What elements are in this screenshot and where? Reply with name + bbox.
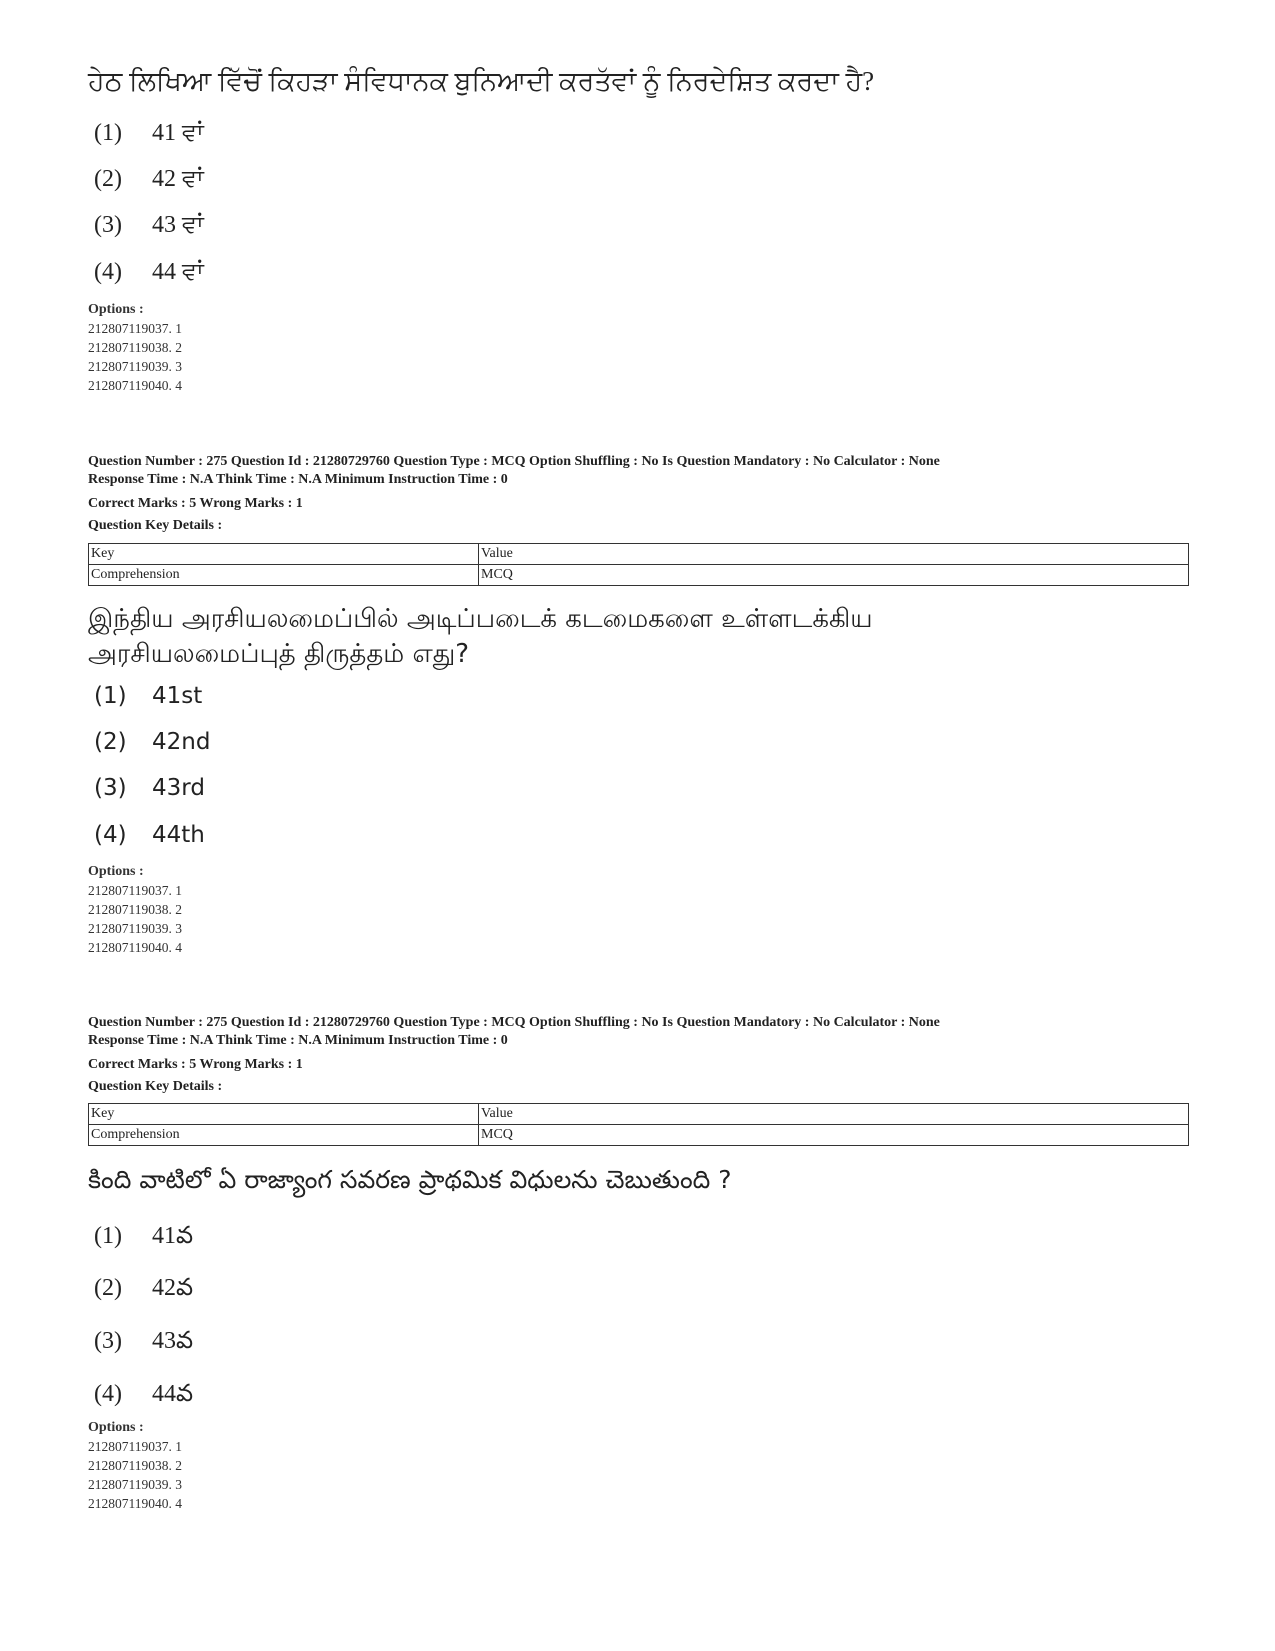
option-ids-list xyxy=(88,1418,182,1513)
option-number: (3) xyxy=(94,1328,122,1354)
answer-option xyxy=(94,212,204,239)
option-text: 41వ xyxy=(152,1223,194,1249)
option-id: 212807119038. 2 xyxy=(88,902,182,917)
table-cell: Key xyxy=(89,1104,479,1125)
table-cell: Comprehension xyxy=(89,565,479,586)
answer-option xyxy=(94,1222,193,1255)
option-text: 44 ਵਾਂ xyxy=(152,259,204,285)
meta-line: Response Time : N.A Think Time : N.A Minimum Instruction Time : 0 xyxy=(88,472,508,487)
answer-option xyxy=(94,1274,193,1307)
option-ids-list xyxy=(88,862,182,957)
option-id: 212807119039. 3 xyxy=(88,921,182,936)
answer-option xyxy=(94,259,204,286)
table-cell: Value xyxy=(479,1104,1189,1125)
option-number: (3) xyxy=(94,775,127,801)
option-text: 42nd xyxy=(152,729,211,755)
question-meta xyxy=(88,453,1188,535)
options-label: Options : xyxy=(88,302,144,317)
option-text: 41 ਵਾਂ xyxy=(152,120,204,146)
answer-option xyxy=(94,775,205,801)
options-label: Options : xyxy=(88,1420,144,1435)
option-text: 42వ xyxy=(152,1275,194,1301)
option-number: (4) xyxy=(94,822,127,848)
meta-line: Response Time : N.A Think Time : N.A Minimum Instruction Time : 0 xyxy=(88,1033,508,1048)
option-text: 44th xyxy=(152,822,205,848)
option-id: 212807119037. 1 xyxy=(88,1439,182,1454)
option-number: (3) xyxy=(94,212,122,238)
answer-option xyxy=(94,729,210,755)
option-ids-list xyxy=(88,300,182,395)
question-text: இந்திய அரசியலமைப்பில் அடிப்படைக் கடமைகளை உள்ளடக்கிய அரசியலமைப்புத் திருத்தம் எது? xyxy=(88,604,873,669)
option-id: 212807119037. 1 xyxy=(88,321,182,336)
question-key-table xyxy=(88,543,1189,586)
option-id: 212807119038. 2 xyxy=(88,1458,182,1473)
table-row xyxy=(89,1125,1189,1146)
option-number: (2) xyxy=(94,166,122,192)
question-key-table xyxy=(88,1103,1189,1146)
option-text: 43rd xyxy=(152,775,205,801)
option-id: 212807119039. 3 xyxy=(88,1477,182,1492)
meta-line: Question Number : 275 Question Id : 21280729760 Question Type : MCQ Option Shuffling : No Is Question Mandatory : No Calculator : None xyxy=(88,1015,940,1030)
answer-option xyxy=(94,166,204,193)
option-id: 212807119038. 2 xyxy=(88,340,182,355)
option-text: 43వ xyxy=(152,1328,194,1354)
answer-option xyxy=(94,683,202,709)
option-number: (2) xyxy=(94,729,127,755)
table-row xyxy=(89,565,1189,586)
option-id: 212807119040. 4 xyxy=(88,378,182,393)
marks-line: Correct Marks : 5 Wrong Marks : 1 xyxy=(88,496,303,511)
option-number: (1) xyxy=(94,1223,122,1249)
key-details-label: Question Key Details : xyxy=(88,518,223,533)
answer-option xyxy=(94,1380,193,1413)
option-id: 212807119039. 3 xyxy=(88,359,182,374)
option-number: (2) xyxy=(94,1275,122,1301)
answer-option xyxy=(94,120,204,147)
option-text: 41st xyxy=(152,683,203,709)
meta-line: Question Number : 275 Question Id : 21280729760 Question Type : MCQ Option Shuffling : No Is Question Mandatory : No Calculator : None xyxy=(88,454,940,469)
option-number: (1) xyxy=(94,683,127,709)
option-text: 43 ਵਾਂ xyxy=(152,212,204,238)
table-cell: Key xyxy=(89,544,479,565)
option-text: 42 ਵਾਂ xyxy=(152,166,204,192)
question-text: ਹੇਠ ਲਿਖਿਆ ਵਿੱਚੋਂ ਕਿਹੜਾ ਸੰਵਿਧਾਨਕ ਬੁਨਿਆਦੀ ਕਰਤੱਵਾਂ ਨੂੰ ਨਿਰਦੇਸ਼ਿਤ ਕਰਦਾ ਹੈ? xyxy=(88,66,875,96)
marks-line: Correct Marks : 5 Wrong Marks : 1 xyxy=(88,1057,303,1072)
table-cell: MCQ xyxy=(479,1125,1189,1146)
option-number: (4) xyxy=(94,259,122,285)
option-id: 212807119037. 1 xyxy=(88,883,182,898)
question-meta xyxy=(88,1014,1188,1096)
table-row xyxy=(89,544,1189,565)
option-number: (1) xyxy=(94,120,122,146)
answer-option xyxy=(94,822,205,848)
table-cell: Value xyxy=(479,544,1189,565)
table-cell: Comprehension xyxy=(89,1125,479,1146)
table-cell: MCQ xyxy=(479,565,1189,586)
answer-option xyxy=(94,1327,193,1360)
options-label: Options : xyxy=(88,864,144,879)
option-id: 212807119040. 4 xyxy=(88,940,182,955)
option-text: 44వ xyxy=(152,1381,194,1407)
table-row xyxy=(89,1104,1189,1125)
key-details-label: Question Key Details : xyxy=(88,1079,223,1094)
option-id: 212807119040. 4 xyxy=(88,1496,182,1511)
question-text: కింది వాటిలో ఏ రాజ్యాంగ సవరణ ప్రాథమిక విధులను చెబుతుంది ? xyxy=(88,1165,732,1194)
option-number: (4) xyxy=(94,1381,122,1407)
